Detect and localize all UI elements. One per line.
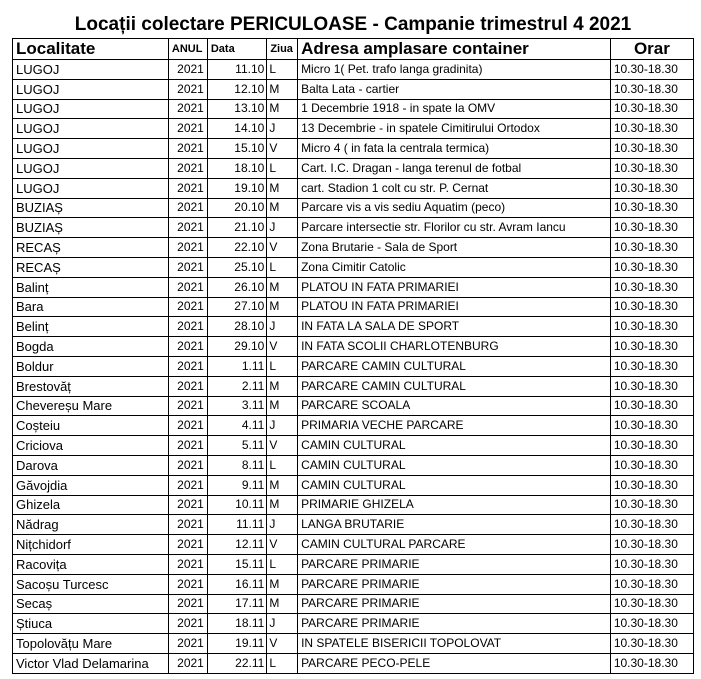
cell-localitate: LUGOJ [13,139,169,159]
cell-localitate: Nădrag [13,515,169,535]
table-row [13,178,694,198]
cell-adresa: PLATOU IN FATA PRIMARIEI [298,277,611,297]
cell-orar: 10.30-18.30 [610,376,693,396]
cell-adresa: CAMIN CULTURAL [298,475,611,495]
cell-anul: 2021 [168,495,207,515]
cell-ziua: V [267,337,298,357]
cell-orar: 10.30-18.30 [610,495,693,515]
table-row [13,99,694,119]
cell-adresa: PARCARE PRIMARIE [298,554,611,574]
cell-adresa: Zona Cimitir Catolic [298,257,611,277]
table-row [13,60,694,80]
cell-anul: 2021 [168,376,207,396]
table-row [13,574,694,594]
cell-adresa: 13 Decembrie - in spatele Cimitirului Ortodox [298,119,611,139]
cell-ziua: V [267,238,298,258]
cell-adresa: Micro 1( Pet. trafo langa gradinita) [298,60,611,80]
cell-orar: 10.30-18.30 [610,178,693,198]
cell-localitate: Chevereșu Mare [13,396,169,416]
cell-orar: 10.30-18.30 [610,515,693,535]
table-row [13,139,694,159]
cell-ziua: M [267,79,298,99]
cell-ziua: M [267,376,298,396]
cell-anul: 2021 [168,634,207,654]
cell-localitate: Balinț [13,277,169,297]
cell-adresa: CAMIN CULTURAL PARCARE [298,535,611,555]
header-ziua: Ziua [267,39,298,60]
cell-data: 19.10 [207,178,266,198]
cell-data: 25.10 [207,257,266,277]
cell-ziua: M [267,198,298,218]
cell-orar: 10.30-18.30 [610,139,693,159]
cell-orar: 10.30-18.30 [610,574,693,594]
cell-adresa: Parcare vis a vis sediu Aquatim (peco) [298,198,611,218]
cell-anul: 2021 [168,554,207,574]
cell-anul: 2021 [168,277,207,297]
cell-localitate: Secaș [13,594,169,614]
cell-data: 12.11 [207,535,266,555]
cell-adresa: Zona Brutarie - Sala de Sport [298,238,611,258]
cell-adresa: Micro 4 ( in fata la centrala termica) [298,139,611,159]
cell-ziua: J [267,119,298,139]
header-row [13,39,694,60]
table-row [13,416,694,436]
cell-ziua: J [267,317,298,337]
cell-ziua: V [267,436,298,456]
cell-data: 18.11 [207,614,266,634]
cell-anul: 2021 [168,119,207,139]
cell-anul: 2021 [168,178,207,198]
cell-ziua: L [267,653,298,673]
cell-adresa: CAMIN CULTURAL [298,455,611,475]
cell-orar: 10.30-18.30 [610,119,693,139]
table-row [13,594,694,614]
cell-data: 21.10 [207,218,266,238]
cell-localitate: Ghizela [13,495,169,515]
cell-data: 3.11 [207,396,266,416]
cell-adresa: IN FATA LA SALA DE SPORT [298,317,611,337]
cell-localitate: BUZIAȘ [13,218,169,238]
cell-orar: 10.30-18.30 [610,198,693,218]
cell-orar: 10.30-18.30 [610,218,693,238]
cell-localitate: BUZIAȘ [13,198,169,218]
cell-anul: 2021 [168,218,207,238]
cell-anul: 2021 [168,614,207,634]
cell-data: 22.11 [207,653,266,673]
table-row [13,158,694,178]
cell-orar: 10.30-18.30 [610,455,693,475]
cell-anul: 2021 [168,455,207,475]
cell-ziua: M [267,297,298,317]
cell-ziua: J [267,416,298,436]
cell-ziua: J [267,218,298,238]
cell-ziua: L [267,60,298,80]
cell-ziua: M [267,277,298,297]
cell-ziua: L [267,554,298,574]
cell-data: 28.10 [207,317,266,337]
cell-anul: 2021 [168,99,207,119]
table-row [13,515,694,535]
cell-localitate: RECAȘ [13,257,169,277]
cell-localitate: Nițchidorf [13,535,169,555]
cell-adresa: Cart. I.C. Dragan - langa terenul de fotbal [298,158,611,178]
cell-ziua: M [267,178,298,198]
table-row [13,495,694,515]
cell-anul: 2021 [168,60,207,80]
cell-orar: 10.30-18.30 [610,297,693,317]
cell-anul: 2021 [168,653,207,673]
cell-data: 14.10 [207,119,266,139]
table-row [13,475,694,495]
cell-localitate: Racovița [13,554,169,574]
cell-localitate: Bogda [13,337,169,357]
spreadsheet [12,11,694,674]
cell-data: 15.11 [207,554,266,574]
cell-orar: 10.30-18.30 [610,238,693,258]
cell-localitate: LUGOJ [13,99,169,119]
cell-ziua: L [267,158,298,178]
cell-data: 13.10 [207,99,266,119]
cell-localitate: LUGOJ [13,178,169,198]
cell-data: 27.10 [207,297,266,317]
cell-ziua: L [267,257,298,277]
cell-localitate: Brestovăț [13,376,169,396]
cell-ziua: M [267,495,298,515]
cell-anul: 2021 [168,416,207,436]
cell-orar: 10.30-18.30 [610,436,693,456]
cell-adresa: PRIMARIA VECHE PARCARE [298,416,611,436]
cell-ziua: J [267,614,298,634]
cell-localitate: Darova [13,455,169,475]
cell-ziua: L [267,356,298,376]
table-row [13,455,694,475]
cell-orar: 10.30-18.30 [610,475,693,495]
cell-data: 16.11 [207,574,266,594]
cell-ziua: V [267,139,298,159]
cell-localitate: Topolovățu Mare [13,634,169,654]
cell-data: 17.11 [207,594,266,614]
cell-data: 20.10 [207,198,266,218]
cell-adresa: PARCARE CAMIN CULTURAL [298,356,611,376]
cell-orar: 10.30-18.30 [610,653,693,673]
table-row [13,297,694,317]
cell-localitate: Știuca [13,614,169,634]
cell-anul: 2021 [168,317,207,337]
cell-anul: 2021 [168,337,207,357]
cell-orar: 10.30-18.30 [610,356,693,376]
cell-orar: 10.30-18.30 [610,614,693,634]
cell-anul: 2021 [168,257,207,277]
cell-orar: 10.30-18.30 [610,277,693,297]
table-row [13,257,694,277]
table-row [13,198,694,218]
cell-localitate: RECAȘ [13,238,169,258]
cell-orar: 10.30-18.30 [610,554,693,574]
cell-adresa: cart. Stadion 1 colt cu str. P. Cernat [298,178,611,198]
cell-localitate: Găvojdia [13,475,169,495]
cell-localitate: LUGOJ [13,119,169,139]
cell-localitate: Coșteiu [13,416,169,436]
cell-anul: 2021 [168,515,207,535]
cell-localitate: LUGOJ [13,158,169,178]
cell-ziua: J [267,515,298,535]
page-title: Locații colectare PERICULOASE - Campanie trimestrul 4 2021 [13,11,694,39]
cell-data: 1.11 [207,356,266,376]
cell-data: 26.10 [207,277,266,297]
header-adresa: Adresa amplasare container [298,39,611,60]
cell-adresa: Parcare intersectie str. Florilor cu str. Avram Iancu [298,218,611,238]
cell-orar: 10.30-18.30 [610,337,693,357]
table-row [13,277,694,297]
cell-data: 18.10 [207,158,266,178]
cell-ziua: V [267,535,298,555]
cell-adresa: Balta Lata - cartier [298,79,611,99]
cell-adresa: IN SPATELE BISERICII TOPOLOVAT [298,634,611,654]
cell-orar: 10.30-18.30 [610,79,693,99]
table-row [13,396,694,416]
cell-adresa: PARCARE PECO-PELE [298,653,611,673]
cell-anul: 2021 [168,594,207,614]
cell-ziua: M [267,475,298,495]
cell-orar: 10.30-18.30 [610,594,693,614]
cell-anul: 2021 [168,198,207,218]
cell-localitate: Victor Vlad Delamarina [13,653,169,673]
table-row [13,337,694,357]
cell-data: 19.11 [207,634,266,654]
cell-anul: 2021 [168,238,207,258]
cell-data: 11.11 [207,515,266,535]
cell-orar: 10.30-18.30 [610,158,693,178]
cell-adresa: LANGA BRUTARIE [298,515,611,535]
cell-ziua: V [267,634,298,654]
collection-schedule-table [12,11,694,674]
table-row [13,554,694,574]
cell-data: 2.11 [207,376,266,396]
cell-adresa: PRIMARIE GHIZELA [298,495,611,515]
cell-anul: 2021 [168,475,207,495]
cell-localitate: Criciova [13,436,169,456]
cell-orar: 10.30-18.30 [610,257,693,277]
cell-orar: 10.30-18.30 [610,99,693,119]
table-row [13,376,694,396]
cell-ziua: L [267,455,298,475]
cell-localitate: Bara [13,297,169,317]
cell-adresa: CAMIN CULTURAL [298,436,611,456]
cell-anul: 2021 [168,436,207,456]
cell-ziua: M [267,594,298,614]
cell-anul: 2021 [168,79,207,99]
cell-localitate: LUGOJ [13,79,169,99]
cell-orar: 10.30-18.30 [610,396,693,416]
cell-data: 12.10 [207,79,266,99]
cell-orar: 10.30-18.30 [610,60,693,80]
cell-anul: 2021 [168,297,207,317]
cell-orar: 10.30-18.30 [610,317,693,337]
cell-adresa: PARCARE SCOALA [298,396,611,416]
cell-adresa: IN FATA SCOLII CHARLOTENBURG [298,337,611,357]
table-row [13,614,694,634]
header-orar: Orar [610,39,693,60]
cell-adresa: PARCARE PRIMARIE [298,594,611,614]
table-row [13,317,694,337]
cell-ziua: M [267,574,298,594]
cell-data: 15.10 [207,139,266,159]
cell-adresa: PARCARE CAMIN CULTURAL [298,376,611,396]
table-row [13,119,694,139]
cell-anul: 2021 [168,535,207,555]
cell-data: 11.10 [207,60,266,80]
header-anul: ANUL [168,39,207,60]
cell-anul: 2021 [168,396,207,416]
cell-anul: 2021 [168,574,207,594]
cell-orar: 10.30-18.30 [610,416,693,436]
cell-localitate: LUGOJ [13,60,169,80]
cell-adresa: 1 Decembrie 1918 - in spate la OMV [298,99,611,119]
header-data: Data [207,39,266,60]
table-row [13,356,694,376]
cell-data: 4.11 [207,416,266,436]
cell-localitate: Belinț [13,317,169,337]
table-row [13,634,694,654]
cell-adresa: PARCARE PRIMARIE [298,574,611,594]
cell-anul: 2021 [168,356,207,376]
cell-ziua: M [267,396,298,416]
cell-anul: 2021 [168,158,207,178]
cell-adresa: PLATOU IN FATA PRIMARIEI [298,297,611,317]
cell-orar: 10.30-18.30 [610,634,693,654]
table-row [13,535,694,555]
cell-adresa: PARCARE PRIMARIE [298,614,611,634]
cell-localitate: Sacoșu Turcesc [13,574,169,594]
cell-ziua: M [267,99,298,119]
cell-anul: 2021 [168,139,207,159]
cell-data: 10.11 [207,495,266,515]
table-row [13,218,694,238]
table-row [13,79,694,99]
table-row [13,238,694,258]
cell-localitate: Boldur [13,356,169,376]
cell-data: 9.11 [207,475,266,495]
cell-data: 29.10 [207,337,266,357]
table-row [13,653,694,673]
cell-data: 22.10 [207,238,266,258]
table-row [13,436,694,456]
cell-orar: 10.30-18.30 [610,535,693,555]
header-localitate: Localitate [13,39,169,60]
cell-data: 5.11 [207,436,266,456]
cell-data: 8.11 [207,455,266,475]
